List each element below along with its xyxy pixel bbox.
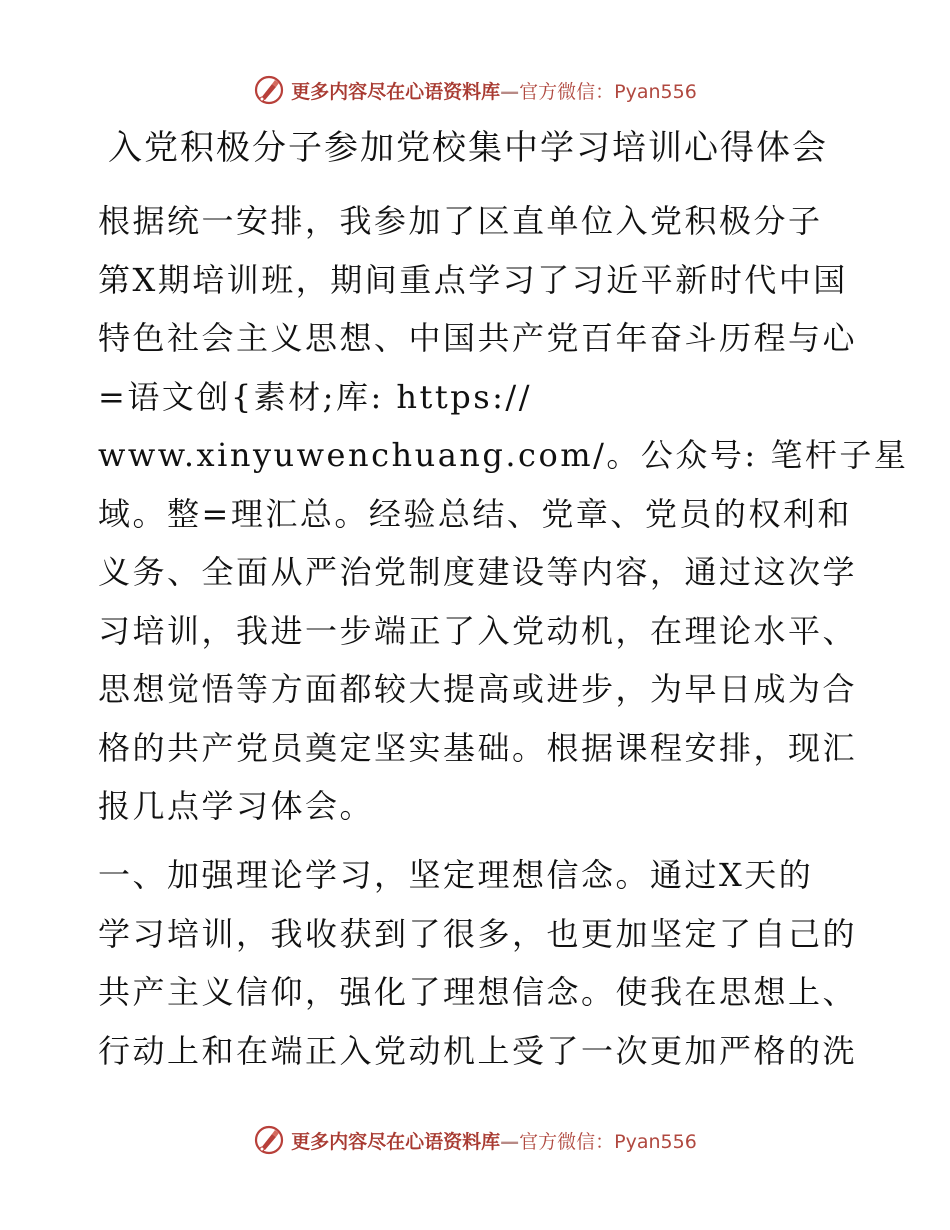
header-brand: 更多内容尽在心语资料库 — [291, 80, 501, 103]
paragraph-1 — [98, 192, 909, 836]
paragraph-line: www.xinyuwenchuang.com/。公众号: 笔杆子星 — [98, 436, 909, 474]
header-banner-inner — [253, 74, 697, 106]
paragraph-line: 域。整=理汇总。经验总结、党章、党员的权利和 — [98, 494, 852, 533]
pen-nib-logo-icon — [253, 1124, 285, 1156]
paragraph-line: =语文创{素材;库: https:// — [98, 377, 532, 416]
header-banner — [0, 70, 950, 110]
paragraph-line: 学习培训，我收获到了很多，也更加坚定了自己的 — [98, 914, 858, 953]
paragraph-2 — [98, 846, 858, 1080]
footer-brand: 更多内容尽在心语资料库 — [291, 1130, 501, 1153]
footer-contact: 官方微信：Pyan556 — [519, 1130, 697, 1153]
paragraph-line: 义务、全面从严治党制度建设等内容，通过这次学 — [98, 553, 858, 591]
paragraph-line: 特色社会主义思想、中国共产党百年奋斗历程与心 — [98, 319, 858, 357]
header-contact: 官方微信：Pyan556 — [519, 80, 697, 103]
paragraph-line: 共产主义信仰，强化了理想信念。使我在思想上、 — [98, 973, 858, 1011]
paragraph-line: 报几点学习体会。 — [98, 787, 375, 825]
paragraph-line: 行动上和在端正入党动机上受了一次更加严格的洗 — [98, 1031, 858, 1070]
paragraph-line: 思想觉悟等方面都较大提高或进步，为早日成为合 — [98, 670, 858, 708]
footer-banner-text — [291, 1127, 697, 1154]
header-separator: — — [500, 80, 520, 103]
header-banner-text — [291, 77, 697, 104]
paragraph-line: 习培训，我进一步端正了入党动机，在理论水平、 — [98, 611, 858, 650]
footer-banner — [0, 1120, 950, 1160]
paragraph-line: 根据统一安排，我参加了区直单位入党积极分子 — [98, 202, 823, 240]
pen-nib-logo-icon — [253, 74, 285, 106]
footer-separator: — — [500, 1130, 520, 1153]
footer-banner-inner — [253, 1124, 697, 1156]
paragraph-line: 第X期培训班，期间重点学习了习近平新时代中国 — [98, 260, 848, 299]
document-title: 入党积极分子参加党校集中学习培训心得体会 — [108, 128, 828, 168]
paragraph-line: 格的共产党员奠定坚实基础。根据课程安排，现汇 — [98, 728, 858, 767]
paragraph-line: 一、加强理论学习，坚定理想信念。通过X天的 — [98, 856, 814, 894]
